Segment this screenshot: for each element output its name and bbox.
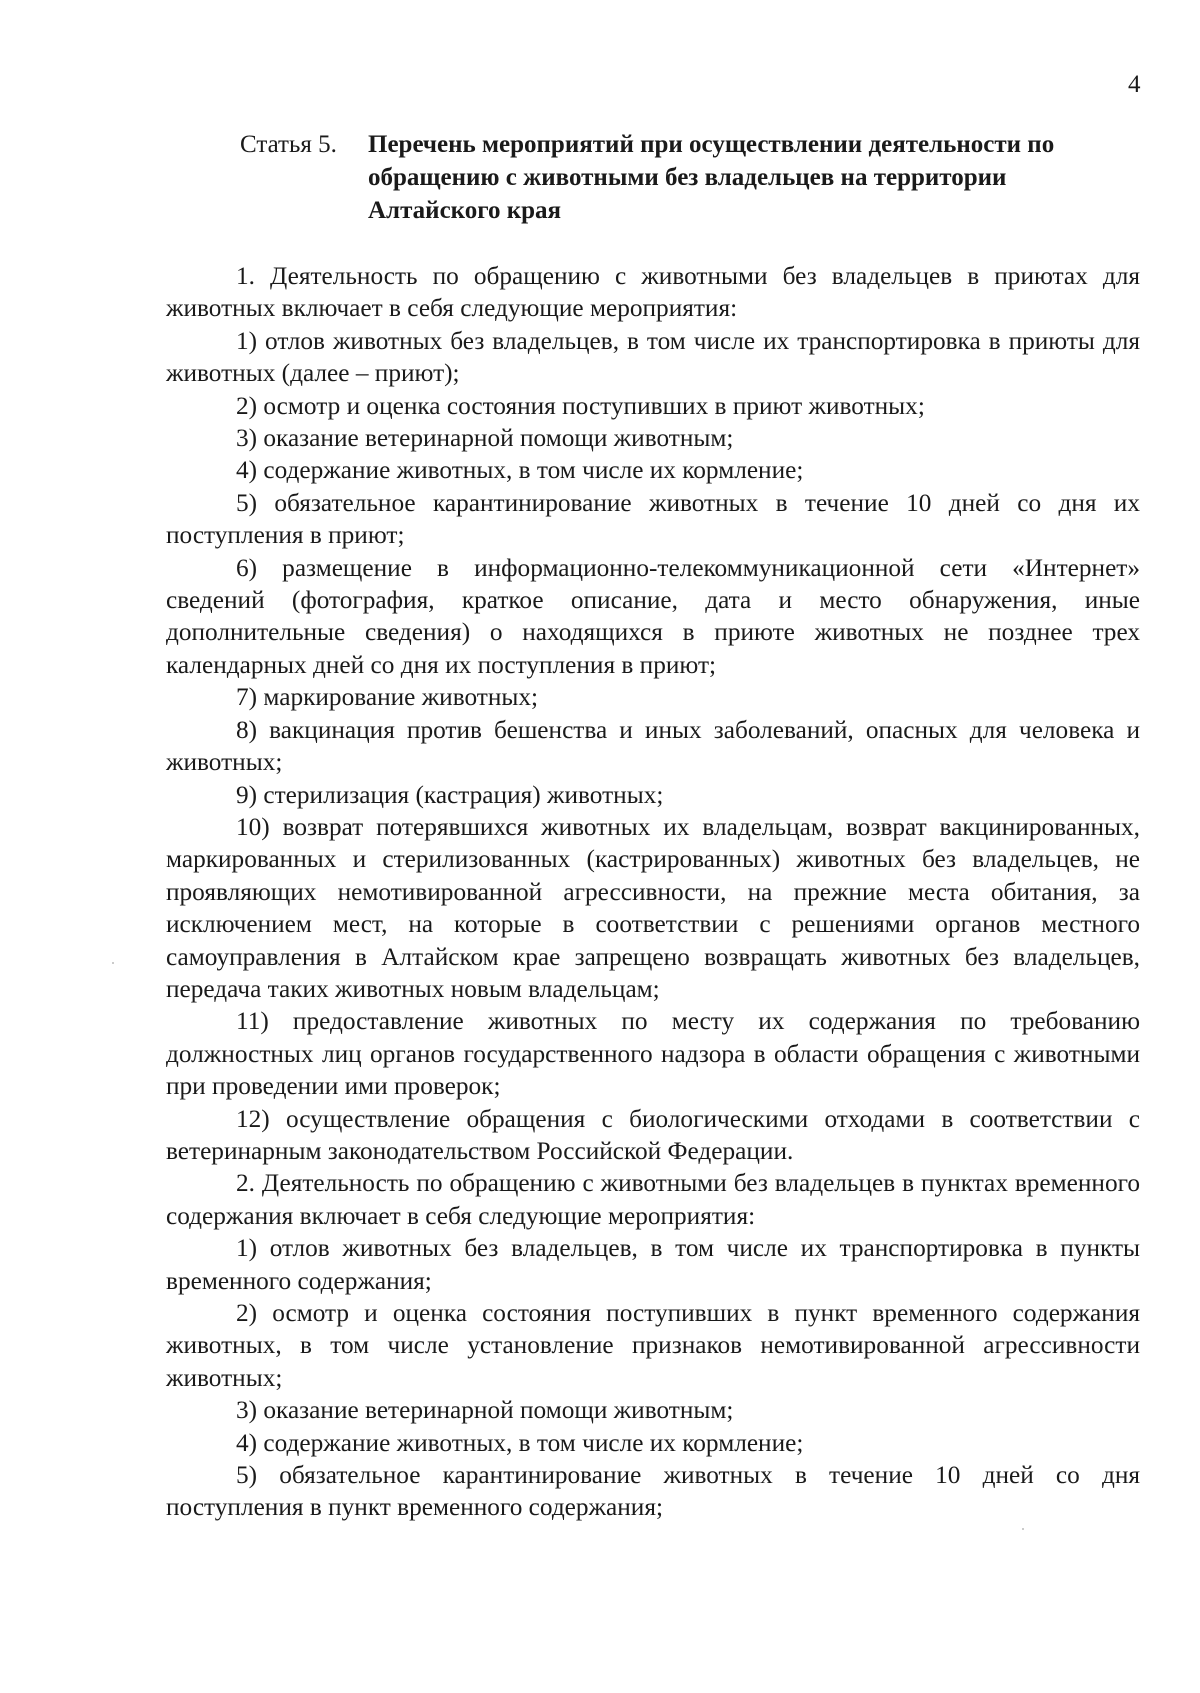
list-item: 10) возврат потерявшихся животных их владельцам, возврат вакцинированных, маркированных и стерилизованных (кастрированных) животных без владельцев, не проявляющих немотивированной агрессивности, на прежние места обитания, за исключением мест, на которые в соответствии с решениями органов местного самоуправления в Алтайском крае запрещено возвращать животных без владельцев, передача таких животных новым владельцам; [166,812,1140,1003]
list-item: 1) отлов животных без владельцев, в том числе их транспортировка в приюты для животных (далее – приют); [166,326,1140,388]
list-item: 9) стерилизация (кастрация) животных; [236,780,664,809]
list-item: 6) размещение в информационно-телекоммуникационной сети «Интернет» сведений (фотография, краткое описание, дата и место обнаружения, иные дополнительные сведения) о находящихся в приюте животных не позднее трех календарных дней со дня их поступления в приют; [166,553,1140,679]
article-title [368,128,1140,227]
list-item: 1) отлов животных без владельцев, в том числе их транспортировка в пункты временного содержания; [166,1234,1140,1295]
list-item: 4) содержание животных, в том числе их кормление; [236,1428,804,1457]
article-title-line: Перечень мероприятий при осуществлении деятельности по [368,131,1055,158]
scan-speck [112,962,114,964]
article-title-line: обращению с животными без владельцев на территории [368,164,1007,191]
list-item: 4) содержание животных, в том числе их кормление; [236,456,804,485]
article-title-line: Алтайского края [368,197,562,224]
article-body [166,260,1140,1524]
list-item: 2) осмотр и оценка состояния поступивших в пункт временного содержания животных, в том числе установление признаков немотивированной агрессивности животных; [166,1299,1140,1392]
list-item: 11) предоставление животных по месту их содержания по требованию должностных лиц органов государственного надзора в области обращения с животными при проведении ими проверок; [166,1007,1140,1101]
page-number: 4 [1128,71,1141,98]
clause-2-intro: 2. Деятельность по обращению с животными без владельцев в пунктах временного содержания включает в себя следующие мероприятия: [166,1169,1140,1230]
list-item: 3) оказание ветеринарной помощи животным; [236,424,734,453]
article-heading [240,128,1140,227]
list-item: 12) осуществление обращения с биологическими отходами в соответствии с ветеринарным законодательством Российской Федерации. [166,1104,1140,1165]
list-item: 8) вакцинация против бешенства и иных заболеваний, опасных для человека и животных; [166,715,1140,777]
scan-speck [1022,1528,1024,1530]
list-item: 5) обязательное карантинирование животных в течение 10 дней со дня поступления в пункт временного содержания; [166,1461,1140,1522]
list-item: 5) обязательное карантинирование животных в течение 10 дней со дня их поступления в приют; [166,488,1140,550]
list-item: 3) оказание ветеринарной помощи животным; [236,1396,734,1425]
article-label: Статья 5. [240,131,337,158]
list-item: 2) осмотр и оценка состояния поступивших в приют животных; [236,391,925,420]
clause-1-intro: 1. Деятельность по обращению с животными без владельцев в приютах для животных включает в себя следующие мероприятия: [166,262,1140,323]
list-item: 7) маркирование животных; [236,683,539,712]
